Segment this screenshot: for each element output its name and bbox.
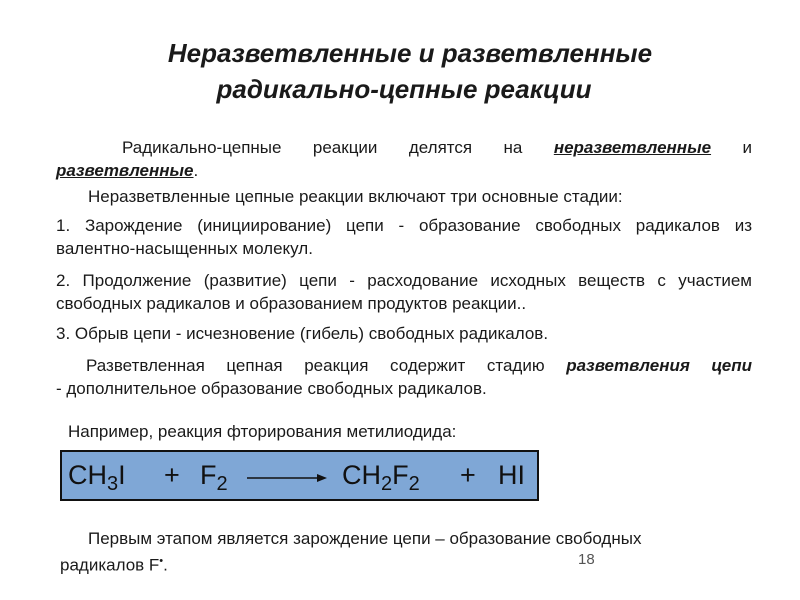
- intro-text-b: и: [711, 138, 752, 157]
- paragraph-intro-cont: [56, 159, 752, 182]
- radical-dot-icon: •: [159, 555, 164, 567]
- example-caption: Например, реакция фторирования метилиодида:: [68, 422, 457, 441]
- paragraph-first-step-cont: радикалов F•.: [60, 555, 168, 575]
- intro-text-a: Радикально-цепные реакции делятся на: [122, 138, 554, 157]
- paragraph-stages-intro: Неразветвленные цепные реакции включают три основные стадии:: [88, 187, 623, 206]
- plus-sign-1: +: [164, 460, 180, 490]
- reaction-arrow-icon: [247, 472, 327, 484]
- paragraph-intro: [56, 136, 752, 159]
- product-ch2f2: $CH_2F_2$: [342, 460, 420, 495]
- stage-1-text: 1. Зарождение (инициирование) цепи - образование свободных радикалов из валентно-насыщенных молекул.: [56, 216, 752, 258]
- stage-2-text: 2. Продолжение (развитие) цепи - расходование исходных веществ с участием свободных радикалов и образованием продуктов реакции..: [56, 271, 752, 313]
- paragraph-branched: [56, 354, 752, 377]
- term-branched: разветвленные: [56, 161, 194, 180]
- branched-text-a: Разветвленная цепная реакция содержит стадию: [86, 356, 567, 375]
- paragraph-first-step: Первым этапом является зарождение цепи – образование свободных: [88, 529, 642, 548]
- intro-text-c: .: [193, 161, 199, 180]
- slide-title-line1: Неразветвленные и разветвленные: [167, 38, 653, 68]
- slide-title-line2: радикально-цепные реакции: [216, 74, 592, 104]
- product-hi: HI: [498, 460, 525, 490]
- reactant-f2: $F_2$: [200, 460, 228, 495]
- term-unbranched: неразветвленные: [553, 138, 712, 157]
- stage-3-text: 3. Обрыв цепи - исчезновение (гибель) свободных радикалов.: [56, 324, 549, 343]
- paragraph-branched-cont: - дополнительное образование свободных радикалов.: [56, 379, 487, 398]
- reactant-ch3i: $CH_3I$: [68, 460, 126, 495]
- term-chain-branching: разветвления цепи: [566, 356, 752, 375]
- page-number: 18: [578, 551, 595, 568]
- plus-sign-2: +: [460, 460, 476, 490]
- equation-box: [60, 450, 539, 501]
